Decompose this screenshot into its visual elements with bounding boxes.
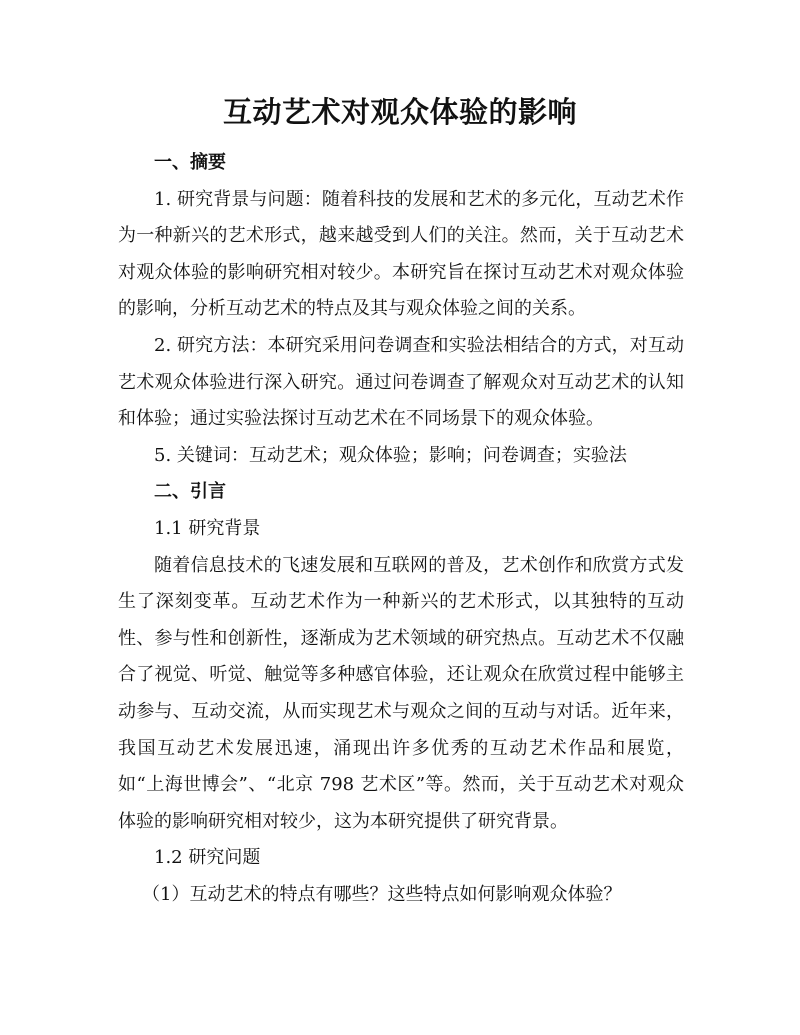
intro-subheading-background: 1.1 研究背景 xyxy=(154,517,261,539)
intro-subheading-questions: 1.2 研究问题 xyxy=(154,847,261,869)
document-body xyxy=(118,145,684,913)
abstract-paragraph-keywords: 5. 关键词：互动艺术；观众体验；影响；问卷调查；实验法 xyxy=(154,444,627,466)
intro-heading: 二、引言 xyxy=(154,481,226,503)
intro-question-1: （1）互动艺术的特点有哪些？这些特点如何影响观众体验？ xyxy=(142,883,622,905)
abstract-heading: 一、摘要 xyxy=(154,152,226,173)
document-title: 互动艺术对观众体验的影响 xyxy=(222,95,577,129)
abstract-paragraph-background: 1. 研究背景与问题：随着科技的发展和艺术的多元化，互动艺术作为一种新兴的艺术形式，越来越受到人们的关注。然而，关于互动艺术对观众体验的影响研究相对较少。本研究旨在探讨互动艺术对观众体验的影响，分析互动艺术的特点及其与观众体验之间的关系。 xyxy=(118,188,684,320)
intro-paragraph-background: 随着信息技术的飞速发展和互联网的普及，艺术创作和欣赏方式发生了深刻变革。互动艺术作为一种新兴的艺术形式，以其独特的互动性、参与性和创新性，逐渐成为艺术领域的研究热点。互动艺术不仅融合了视觉、听觉、触觉等多种感官体验，还让观众在欣赏过程中能够主动参与、互动交流，从而实现艺术与观众之间的互动与对话。近年来，我国互动艺术发展迅速，涌现出许多优秀的互动艺术作品和展览，如“上海世博会”、“北京 798 艺术区”等。然而，关于互动艺术对观众体验的影响研究相对较少，这为本研究提供了研究背景。 xyxy=(118,554,684,832)
abstract-paragraph-method: 2. 研究方法：本研究采用问卷调查和实验法相结合的方式，对互动艺术观众体验进行深入研究。通过问卷调查了解观众对互动艺术的认知和体验；通过实验法探讨互动艺术在不同场景下的观众体验。 xyxy=(118,334,684,430)
